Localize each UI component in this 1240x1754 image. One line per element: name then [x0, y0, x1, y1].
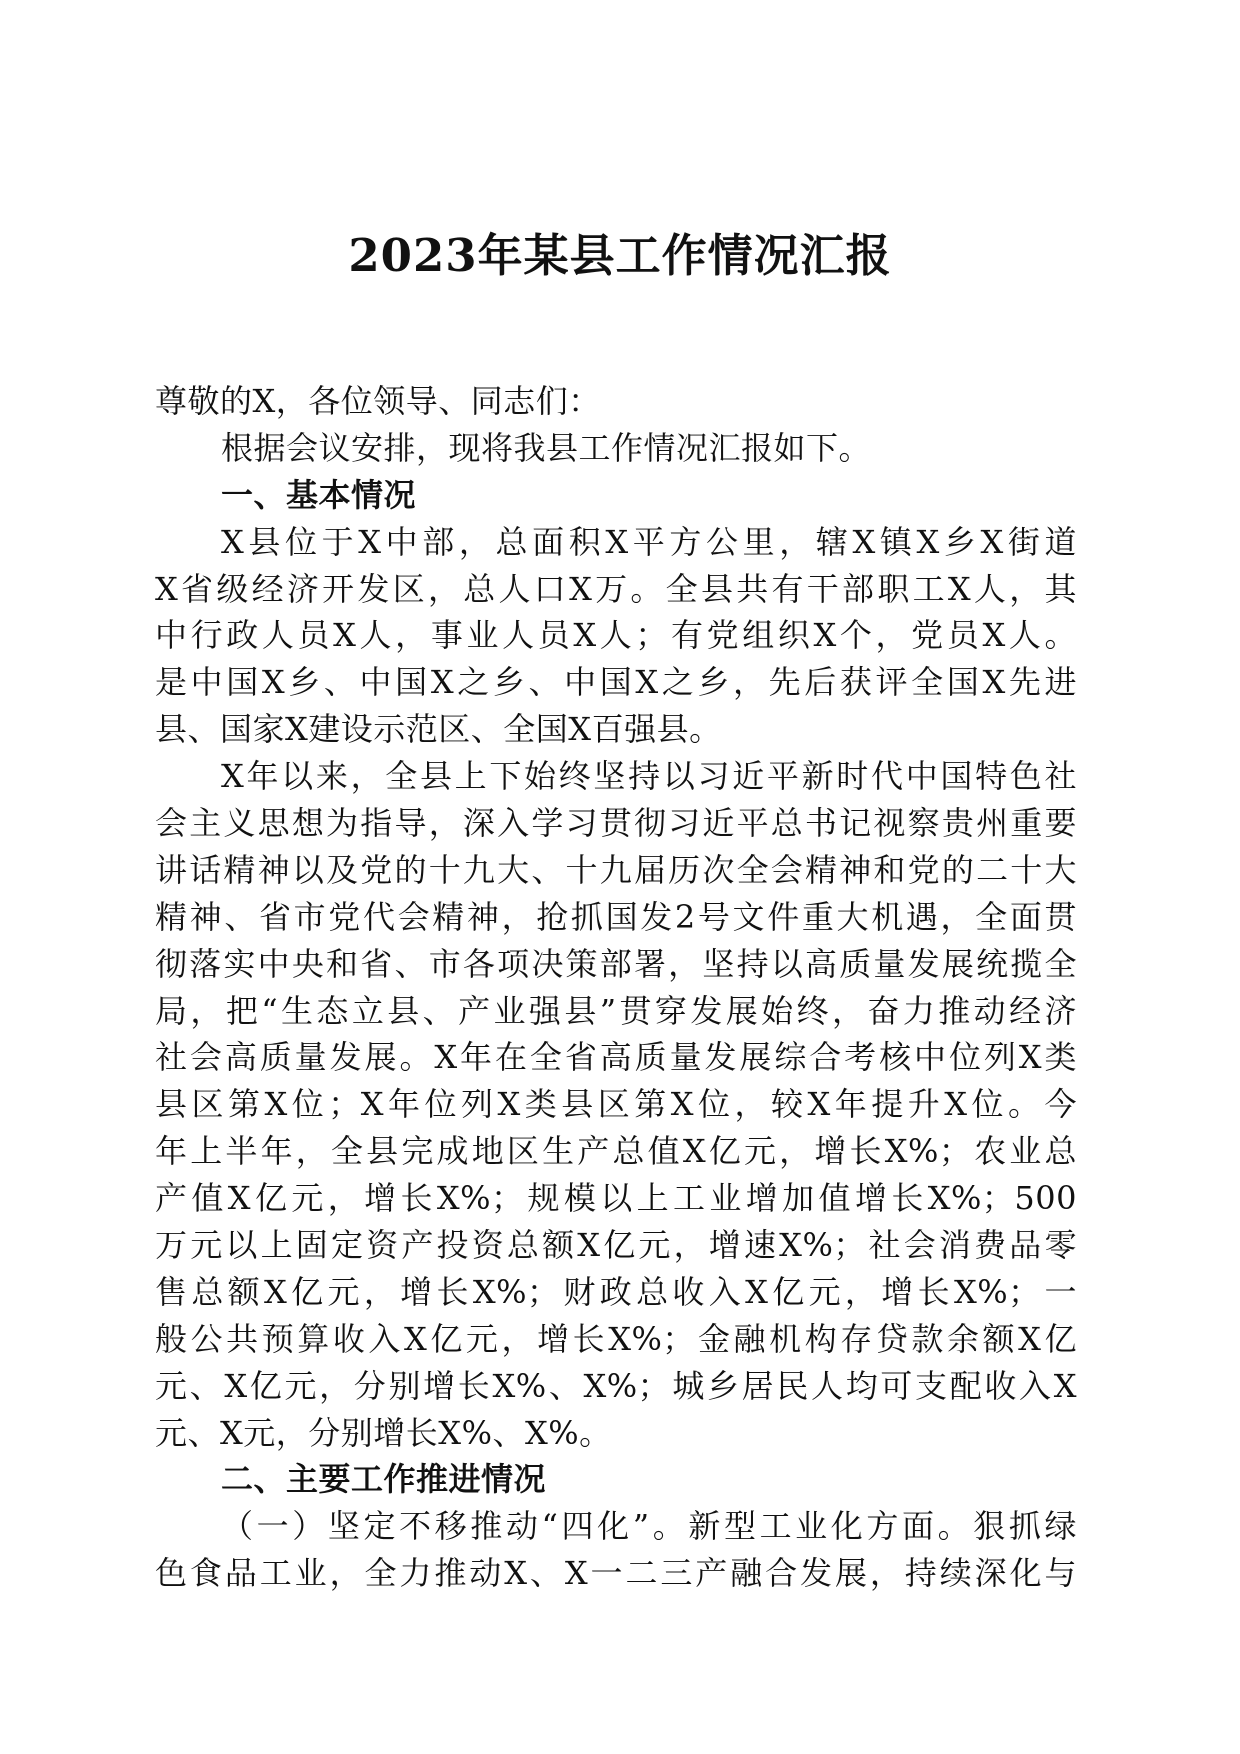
paragraph-line: 色食品工业，全力推动X、X一二三产融合发展，持续深化与 [155, 1554, 1077, 1593]
paragraph-line: 元、X元，分别增长X%、X%。 [155, 1413, 612, 1452]
paragraph-line: X县位于X中部，总面积X平方公里，辖X镇X乡X街道 [221, 522, 1077, 561]
paragraph-line: （一）坚定不移推动“四化”。新型工业化方面。狠抓绿 [221, 1507, 1077, 1546]
paragraph-line: 彻落实中央和省、市各项决策部署，坚持以高质量发展统揽全 [155, 944, 1077, 983]
paragraph-line: 产值X亿元，增长X%；规模以上工业增加值增长X%；500 [155, 1179, 1077, 1218]
paragraph-line: X年以来，全县上下始终坚持以习近平新时代中国特色社 [221, 757, 1077, 796]
paragraph-line: 售总额X亿元，增长X%；财政总收入X亿元，增长X%；一 [155, 1272, 1077, 1311]
paragraph-line: 般公共预算收入X亿元，增长X%；金融机构存贷款余额X亿 [155, 1319, 1077, 1358]
section-heading-basic: 一、基本情况 [221, 475, 417, 514]
paragraph-line: X省级经济开发区，总人口X万。全县共有干部职工X人，其 [155, 569, 1077, 608]
paragraph-line: 会主义思想为指导，深入学习贯彻习近平总书记视察贵州重要 [155, 804, 1077, 843]
document-title: 2023年某县工作情况汇报 [348, 229, 892, 282]
paragraph-line: 中行政人员X人，事业人员X人；有党组织X个，党员X人。 [155, 616, 1077, 655]
paragraph-line: 讲话精神以及党的十九大、十九届历次全会精神和党的二十大 [155, 850, 1077, 889]
paragraph-line: 县、国家X建设示范区、全国X百强县。 [155, 710, 722, 749]
paragraph-line: 元、X亿元，分别增长X%、X%；城乡居民人均可支配收入X [155, 1366, 1077, 1405]
paragraph-line: 精神、省市党代会精神，抢抓国发2号文件重大机遇，全面贯 [155, 897, 1077, 936]
salutation-line: 尊敬的X，各位领导、同志们： [155, 382, 601, 420]
paragraph-line: 是中国X乡、中国X之乡、中国X之乡，先后获评全国X先进 [155, 663, 1077, 702]
paragraph-line: 社会高质量发展。X年在全省高质量发展综合考核中位列X类 [155, 1038, 1077, 1077]
section-heading-progress: 二、主要工作推进情况 [221, 1460, 547, 1499]
paragraph-line: 局，把“生态立县、产业强县”贯穿发展始终，奋力推动经济 [155, 991, 1077, 1030]
paragraph-line: 万元以上固定资产投资总额X亿元，增速X%；社会消费品零 [155, 1226, 1077, 1265]
document-body [155, 378, 1077, 1597]
intro-paragraph-line: 根据会议安排，现将我县工作情况汇报如下。 [221, 428, 872, 467]
paragraph-line: 年上半年，全县完成地区生产总值X亿元，增长X%；农业总 [155, 1132, 1077, 1171]
paragraph-line: 县区第X位；X年位列X类县区第X位，较X年提升X位。今 [155, 1085, 1077, 1124]
